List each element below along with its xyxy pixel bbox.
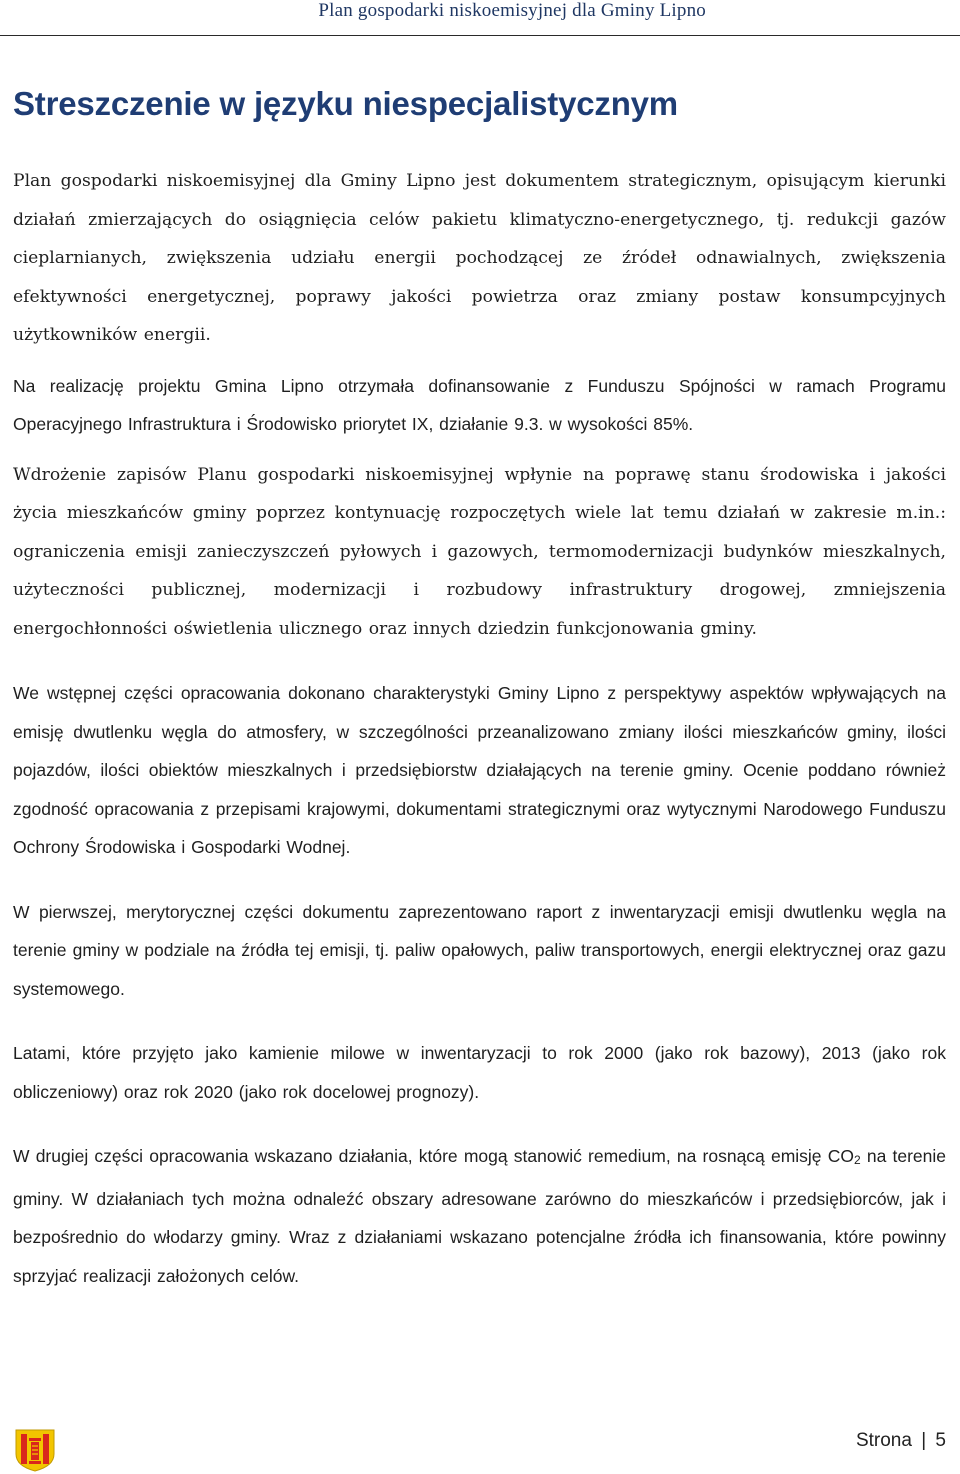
page-footer	[0, 1426, 960, 1466]
page-separator: |	[921, 1430, 927, 1451]
running-title: Plan gospodarki niskoemisyjnej dla Gminy Lipno	[318, 0, 706, 21]
actions-text-after: na terenie gminy. W działaniach tych można odnaleźć obszary adresowane zarówno do mieszkańców i przedsiębiorców, jak i bezpośrednio do włodarzy gminy. Wraz z działaniami wskazano potencjalne źródła ich finansowania, które powinny sprzyjać realizacji założonych celów.	[13, 1146, 947, 1286]
paragraph-milestones: Latami, które przyjęto jako kamienie milowe w inwentaryzacji to rok 2000 (jako rok bazowy), 2013 (jako rok obliczeniowy) oraz rok 2020 (jako rok docelowej prognozy).	[13, 1043, 946, 1102]
running-header	[0, 0, 960, 36]
actions-text-before: W drugiej części opracowania wskazano działania, które mogą stanowić remedium, na rosnącą emisję CO	[13, 1146, 854, 1166]
paragraph-characteristics: We wstępnej części opracowania dokonano charakterystyki Gminy Lipno z perspektywy aspektów wpływających na emisję dwutlenku węgla do atmosfery, w szczególności przeanalizowano zmiany ilości mieszkańców gminy, ilości pojazdów, ilości obiektów mieszkalnych i przedsiębiorstw działających na terenie gminy. Ocenie poddano również zgodność opracowania z przepisami krajowymi, dokumentami strategicznymi oraz wytycznymi Narodowego Funduszu Ochrony Środowiska i Gospodarki Wodnej.	[13, 683, 946, 857]
page-label: Strona	[855, 1430, 912, 1451]
paragraph-actions	[13, 1137, 946, 1295]
section-title: Streszczenie w języku niespecjalistycznym	[13, 85, 678, 122]
paragraph-funding: Na realizację projektu Gmina Lipno otrzymała dofinansowanie z Funduszu Spójności w ramach Programu Operacyjnego Infrastruktura i Środowisko priorytet IX, działanie 9.3. w wysokości 85%.	[13, 375, 946, 434]
page-number-value: 5	[935, 1430, 946, 1451]
page-content	[13, 78, 946, 1307]
paragraph-implementation: Wdrożenie zapisów Planu gospodarki niskoemisyjnej wpłynie na poprawę stanu środowiska i jakości życia mieszkańców gminy poprzez kontynuację rozpoczętych wiele lat temu działań w zakresie m.in.: ograniczenia emisji zanieczyszczeń pyłowych i gazowych, termomodernizacji budynków mieszkalnych, użyteczności publicznej, modernizacji i rozbudowy infrastruktury drogowej, zmniejszenia energochłonności oświetlenia ulicznego oraz innych dziedzin funkcjonowania gminy.	[13, 464, 946, 639]
co2-subscript: 2	[853, 1153, 861, 1167]
page-number	[856, 1430, 946, 1452]
paragraph-intro: Plan gospodarki niskoemisyjnej dla Gminy Lipno jest dokumentem strategicznym, opisującym kierunki działań zmierzających do osiągnięcia celów pakietu klimatyczno-energetycznego, tj. redukcji gazów cieplarnianych, zwiększenia udziału energii pochodzącej ze źródeł odnawialnych, zwiększenia efektywności energetycznej, poprawy jakości powietrza oraz zmiany postaw konsumpcyjnych użytkowników energii.	[13, 171, 946, 345]
paragraph-inventory: W pierwszej, merytorycznej części dokumentu zaprezentowano raport z inwentaryzacji emisji dwutlenku węgla na terenie gminy w podziale na źródła tej emisji, tj. paliw opałowych, paliw transportowych, energii elektrycznej oraz gazu systemowego.	[13, 901, 946, 999]
municipal-emblem-icon	[12, 1428, 58, 1472]
